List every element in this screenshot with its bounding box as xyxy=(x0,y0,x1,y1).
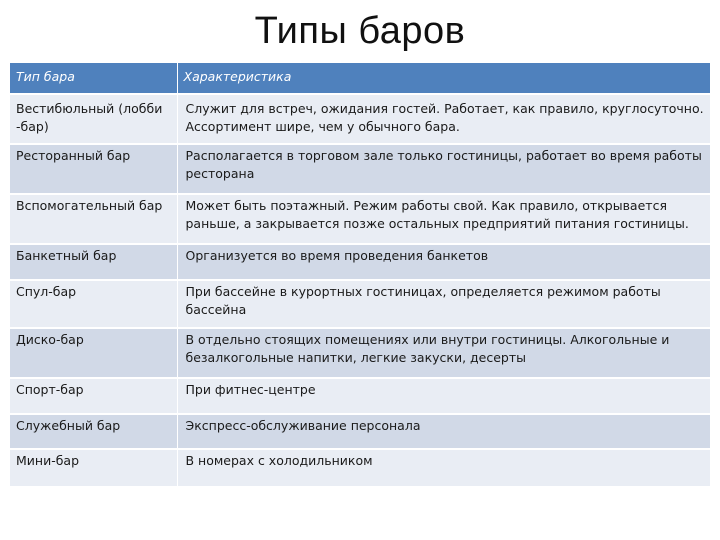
table-row xyxy=(10,449,710,486)
column-header-description: Характеристика xyxy=(177,63,710,94)
table-row xyxy=(10,378,710,414)
bar-description-cell: В отдельно стоящих помещениях или внутри гостиницы. Алкогольные и безалкогольные напитки, легкие закуски, десерты xyxy=(177,328,710,378)
column-header-type: Тип бара xyxy=(10,63,177,94)
table-row xyxy=(10,280,710,328)
page-title: Типы баров xyxy=(254,10,466,52)
table-row xyxy=(10,194,710,244)
bar-type-cell: Банкетный бар xyxy=(10,244,177,280)
bar-description-cell: Служит для встреч, ожидания гостей. Работает, как правило, круглосуточно. Ассортимент шире, чем у обычного бара. xyxy=(177,94,710,144)
bar-description-cell: Располагается в торговом зале только гостиницы, работает во время работы ресторана xyxy=(177,144,710,194)
bar-type-cell: Спул-бар xyxy=(10,280,177,328)
table-row xyxy=(10,244,710,280)
bar-type-cell: Ресторанный бар xyxy=(10,144,177,194)
table-row xyxy=(10,94,710,144)
bar-description-cell: При бассейне в курортных гостиницах, определяется режимом работы бассейна xyxy=(177,280,710,328)
table-row xyxy=(10,144,710,194)
bar-description-cell: При фитнес-центре xyxy=(177,378,710,414)
bar-type-cell: Вестибюльный (лобби -бар) xyxy=(10,94,177,144)
bar-types-table xyxy=(10,63,710,486)
bar-type-cell: Спорт-бар xyxy=(10,378,177,414)
table-row xyxy=(10,328,710,378)
bar-description-cell: В номерах с холодильником xyxy=(177,449,710,486)
bar-description-cell: Экспресс-обслуживание персонала xyxy=(177,414,710,449)
bar-type-cell: Служебный бар xyxy=(10,414,177,449)
bar-description-cell: Может быть поэтажный. Режим работы свой. Как правило, открывается раньше, а закрывается позже остальных предприятий питания гостиницы. xyxy=(177,194,710,244)
bar-type-cell: Вспомогательный бар xyxy=(10,194,177,244)
bar-description-cell: Организуется во время проведения банкетов xyxy=(177,244,710,280)
table-row xyxy=(10,414,710,449)
bar-type-cell: Мини-бар xyxy=(10,449,177,486)
bar-type-cell: Диско-бар xyxy=(10,328,177,378)
table-header-row xyxy=(10,63,710,94)
